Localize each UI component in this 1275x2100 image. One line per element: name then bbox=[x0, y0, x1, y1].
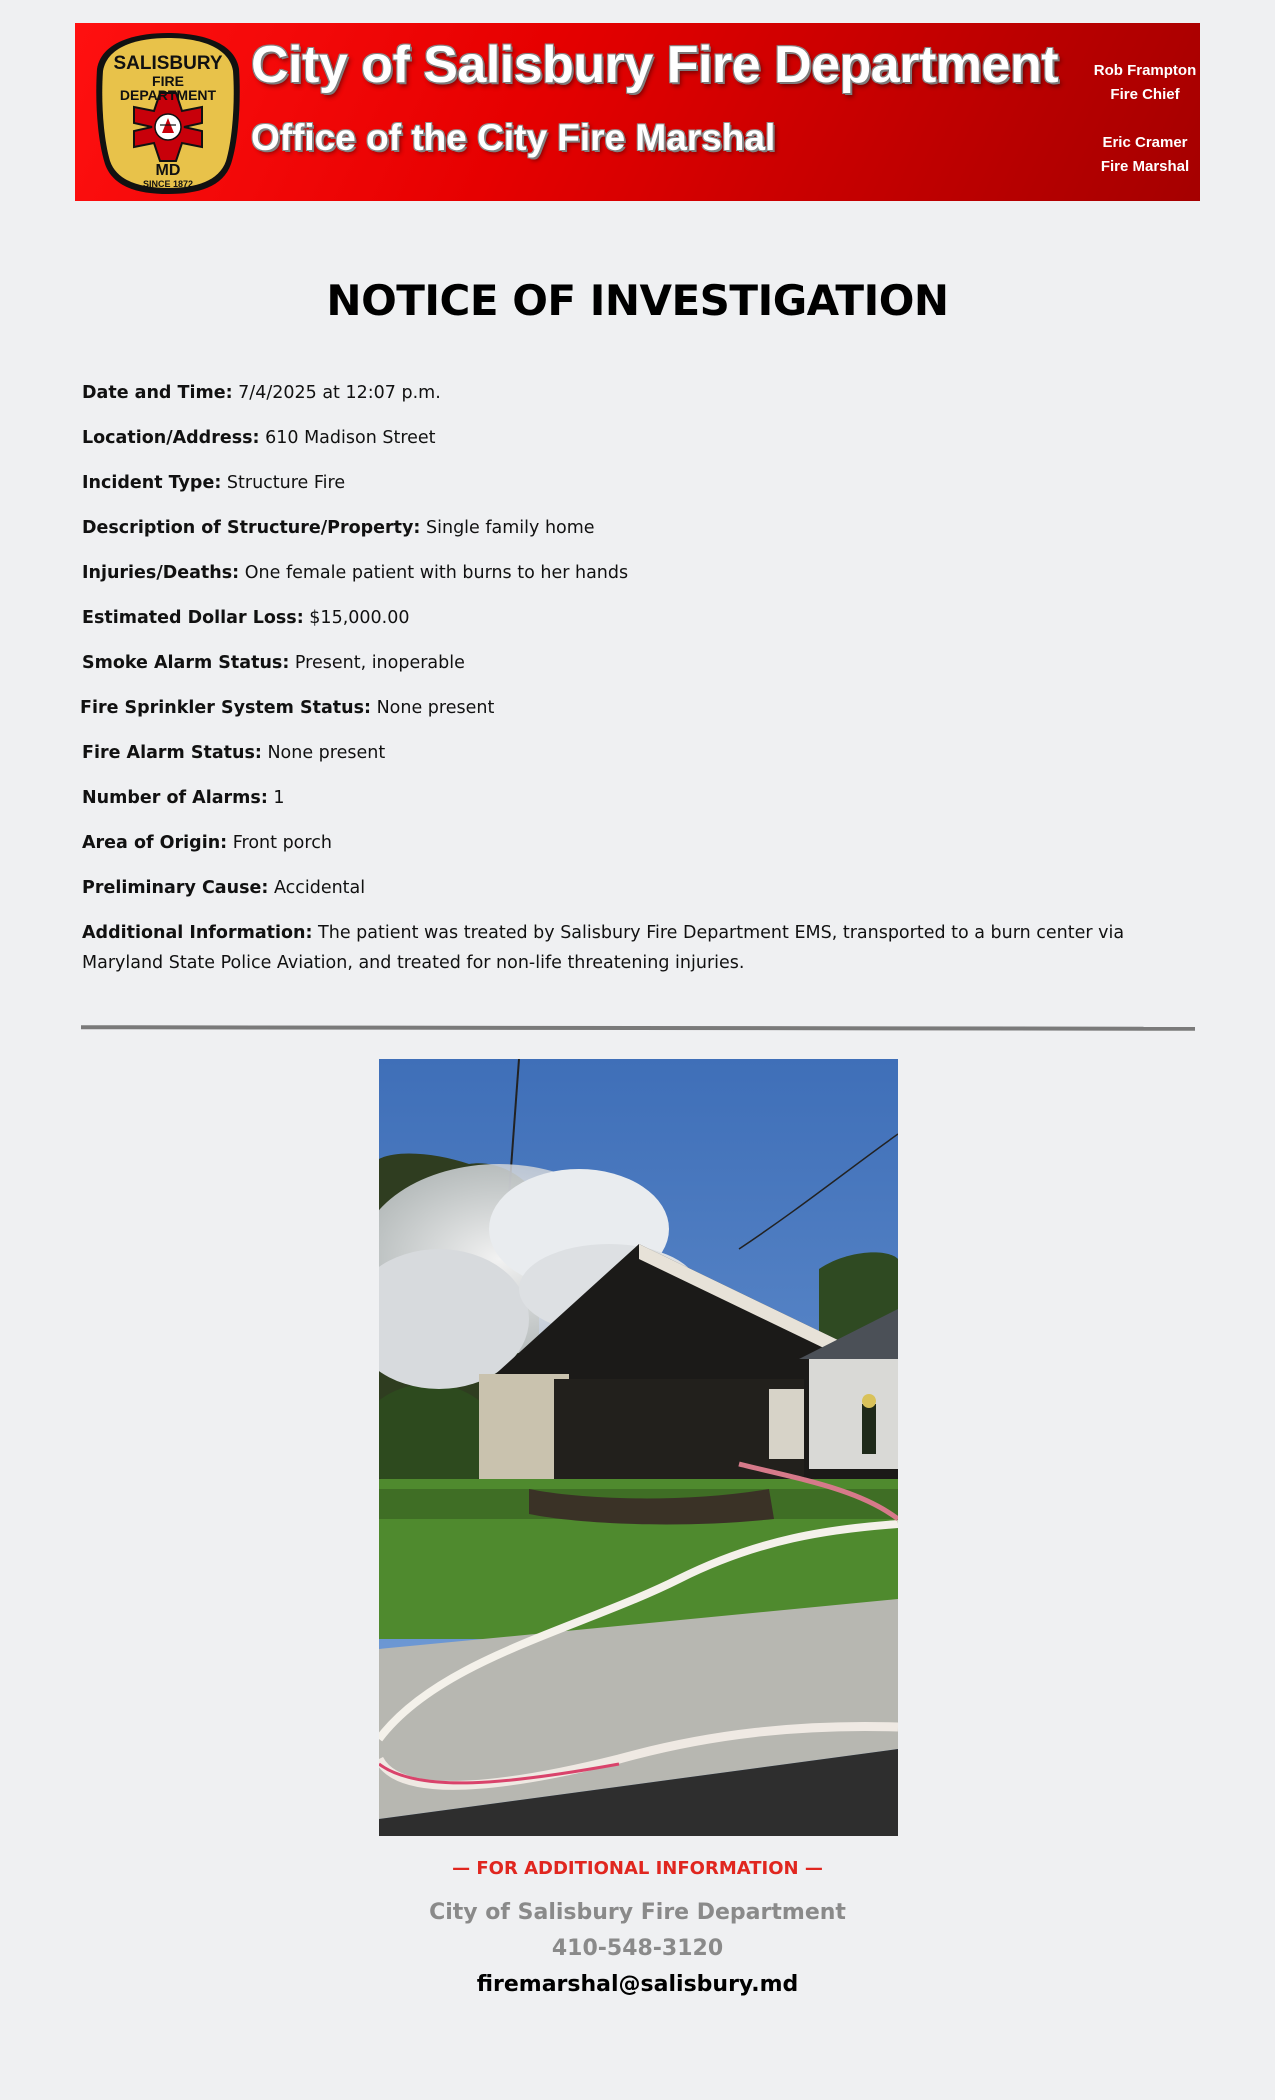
field-structure-description: Description of Structure/Property: Single family home bbox=[82, 518, 595, 538]
fire-marshal-name: Eric Cramer bbox=[1102, 134, 1188, 151]
field-smoke-alarm: Smoke Alarm Status: Present, inoperable bbox=[82, 653, 465, 673]
field-sprinkler-system: Fire Sprinkler System Status: None present bbox=[80, 698, 495, 718]
additional-info-heading: — FOR ADDITIONAL INFORMATION — bbox=[452, 1858, 823, 1879]
fire-chief-role: Fire Chief bbox=[1110, 86, 1180, 103]
field-additional-information: Additional Information: The patient was treated by Salisbury Fire Department EMS, transported to a burn center via Maryland State Police Aviation, and treated for non-life threatening injuries. bbox=[82, 923, 1125, 973]
fire-chief-name: Rob Frampton bbox=[1093, 62, 1197, 79]
burned-house-photo bbox=[379, 1059, 898, 1836]
contact-phone: 410-548-3120 bbox=[551, 1936, 724, 1961]
contact-organization: City of Salisbury Fire Department bbox=[429, 1900, 846, 1925]
officials-list bbox=[1055, 59, 1235, 179]
field-fire-alarm: Fire Alarm Status: None present bbox=[82, 743, 386, 763]
field-location: Location/Address: 610 Madison Street bbox=[82, 428, 436, 448]
field-area-of-origin: Area of Origin: Front porch bbox=[82, 833, 332, 853]
office-subtitle: Office of the City Fire Marshal bbox=[251, 117, 776, 158]
field-preliminary-cause: Preliminary Cause: Accidental bbox=[82, 878, 366, 898]
badge-fire-text: FIRE bbox=[152, 73, 184, 89]
incident-details bbox=[82, 378, 1192, 978]
badge-department-text: DEPARTMENT bbox=[119, 87, 217, 103]
section-divider bbox=[81, 1025, 1195, 1031]
badge-state-text: MD bbox=[155, 162, 181, 179]
fire-marshal-role: Fire Marshal bbox=[1100, 158, 1190, 175]
field-injuries: Injuries/Deaths: One female patient with burns to her hands bbox=[82, 563, 629, 583]
fire-department-badge-logo bbox=[93, 29, 243, 197]
photo-illustration bbox=[379, 1059, 898, 1836]
department-title: City of Salisbury Fire Department bbox=[251, 36, 1059, 94]
field-date-time: Date and Time: 7/4/2025 at 12:07 p.m. bbox=[82, 383, 441, 403]
field-incident-type: Incident Type: Structure Fire bbox=[82, 473, 346, 493]
field-dollar-loss: Estimated Dollar Loss: $15,000.00 bbox=[82, 608, 410, 628]
notice-title: NOTICE OF INVESTIGATION bbox=[326, 276, 949, 325]
header-banner bbox=[75, 23, 1200, 201]
field-number-of-alarms: Number of Alarms: 1 bbox=[82, 788, 285, 808]
badge-top-text: SALISBURY bbox=[113, 53, 223, 74]
badge-since-text: SINCE 1872 bbox=[142, 179, 194, 189]
contact-email-link[interactable]: firemarshal@salisbury.md bbox=[476, 1972, 799, 1997]
